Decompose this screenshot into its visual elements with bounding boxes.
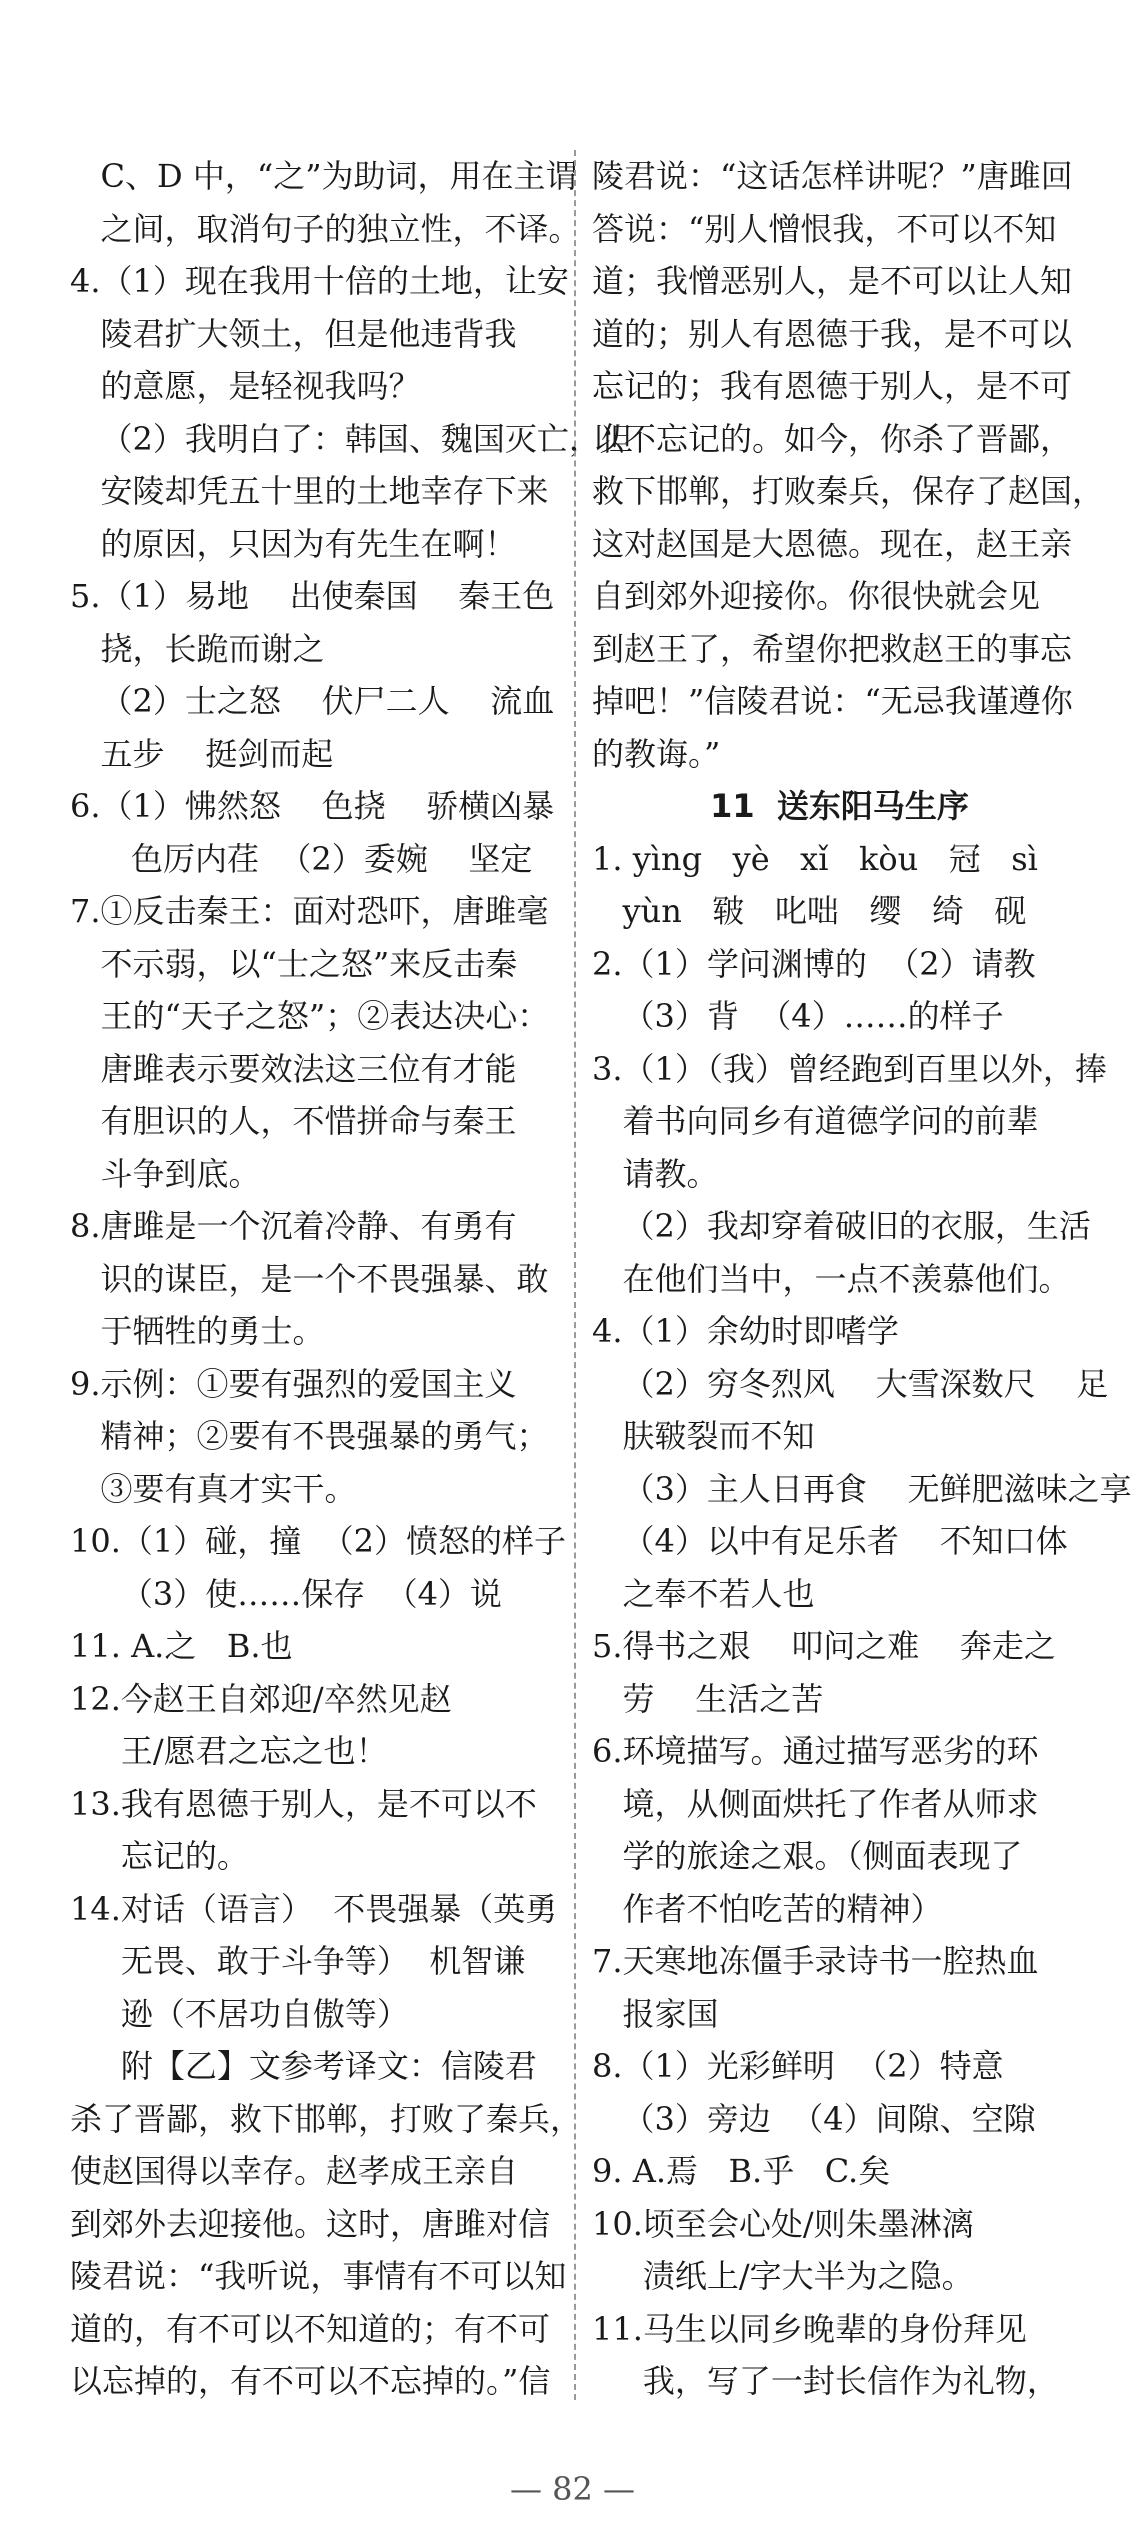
text-line: 道；我憎恶别人，是不可以让人知: [592, 262, 1073, 300]
text-line: 斗争到底。: [70, 1154, 261, 1193]
text-line: 6.（1）怫然怒 色挠 骄横凶暴: [70, 787, 555, 825]
text-line: 无畏、敢于斗争等） 机智谦: [70, 1942, 526, 1980]
text-line: 7.天寒地冻僵手录诗书一腔热血: [592, 1942, 1039, 1980]
text-line: （3）主人日再食 无鲜肥滋味之享: [592, 1469, 1132, 1508]
text-line: 到郊外去迎接他。这时，唐雎对信: [70, 2204, 551, 2243]
text-line: 4.（1）现在我用十倍的土地，让安: [70, 262, 569, 300]
text-line: 1. yìng yè xǐ kòu 冠 sì: [592, 839, 1038, 878]
text-line: 3.（1）（我）曾经跑到百里以外，捧: [592, 1049, 1107, 1088]
text-line: 掉吧！”信陵君说：“无忌我谨遵你: [592, 682, 1073, 720]
text-line: 渍纸上/字大半为之隐。: [592, 2257, 974, 2295]
text-line: 我，写了一封长信作为礼物，: [592, 2362, 1059, 2400]
text-line: 忘记的；我有恩德于别人，是不可: [592, 367, 1073, 405]
text-line: 10.（1）碰，撞 （2）愤怒的样子: [70, 1522, 566, 1560]
text-line: 9.示例：①要有强烈的爱国主义: [70, 1364, 517, 1403]
text-line: 6.环境描写。通过描写恶劣的环: [592, 1732, 1039, 1770]
text-line: 在他们当中，一点不羡慕他们。: [592, 1259, 1071, 1298]
page-number: — 82 —: [509, 2470, 636, 2508]
text-line: 色厉内荏 （2）委婉 坚定: [70, 839, 533, 878]
text-line: 唐雎表示要效法这三位有才能: [70, 1049, 517, 1088]
text-line: C、D 中，“之”为助词，用在主谓: [70, 157, 578, 195]
text-line: 到赵王了，希望你把救赵王的事忘: [592, 629, 1073, 668]
text-line: 救下邯郸，打败秦兵，保存了赵国，: [592, 472, 1105, 510]
text-line: 以忘掉的，有不可以不忘掉的。”信: [70, 2362, 551, 2400]
text-line: 自到郊外迎接你。你很快就会见: [592, 577, 1041, 615]
left-column: [70, 150, 633, 2408]
text-line: 之奉不若人也: [592, 1574, 815, 1613]
text-line: （4）以中有足乐者 不知口体: [592, 1522, 1068, 1560]
text-line: 学的旅途之艰。（侧面表现了: [592, 1837, 1023, 1875]
text-line: 挠，长跪而谢之: [70, 629, 325, 668]
column-divider: [574, 150, 576, 2400]
text-line: 答说：“别人憎恨我，不可以不知: [592, 209, 1057, 248]
text-line: 精神；②要有不畏强暴的勇气；: [70, 1417, 549, 1455]
text-line: 陵君说：“这话怎样讲呢？”唐雎回: [592, 157, 1073, 195]
text-line: 的教诲。”: [592, 734, 721, 773]
text-line: （2）士之怒 伏尸二人 流血: [70, 682, 555, 720]
text-line: 以不忘记的。如今，你杀了晋鄙，: [592, 419, 1073, 458]
text-line: 不示弱，以“士之怒”来反击秦: [70, 944, 518, 983]
text-line: 10.顷至会心处/则朱墨淋漓: [592, 2204, 974, 2243]
text-line: 7.①反击秦王：面对恐吓，唐雎毫: [70, 892, 549, 930]
text-line: 王的“天子之怒”；②表达决心：: [70, 997, 550, 1035]
section-heading: 11 送东阳马生序: [710, 787, 969, 825]
text-line: ③要有真才实干。: [70, 1469, 357, 1508]
text-line: 2.（1）学问渊博的 （2）请教: [592, 944, 1036, 983]
text-line: 杀了晋鄙，救下邯郸，打败了秦兵，: [70, 2099, 583, 2138]
text-line: 13.我有恩德于别人，是不可以不: [70, 1784, 537, 1823]
text-line: 8.唐雎是一个沉着冷静、有勇有: [70, 1207, 517, 1245]
text-line: yùn 皲 叱咄 缨 绮 砚: [592, 892, 1027, 930]
text-line: 14.对话（语言） 不畏强暴（英勇: [70, 1889, 558, 1928]
text-line: 5.（1）易地 出使秦国 秦王色: [70, 577, 555, 615]
text-line: 劳 生活之苦: [592, 1679, 824, 1718]
text-line: 之间，取消句子的独立性，不译。: [70, 209, 581, 248]
text-line: （2）我却穿着破旧的衣服，生活: [592, 1207, 1091, 1245]
text-line: 五步 挺剑而起: [70, 734, 334, 773]
text-line: 9. A.焉 B.乎 C.矣: [592, 2152, 891, 2190]
text-line: 报家国: [592, 1994, 719, 2033]
text-line: 请教。: [592, 1154, 719, 1193]
text-line: （3）背 （4）……的样子: [592, 997, 1004, 1035]
text-line: 王/愿君之忘之也！: [70, 1732, 388, 1770]
text-line: 的原因，只因为有先生在啊！: [70, 524, 517, 563]
right-column: [592, 150, 1132, 2408]
text-line: 逊（不居功自傲等）: [70, 1994, 409, 2033]
text-line: （2）我明白了：韩国、魏国灭亡，但: [70, 419, 633, 458]
text-line: 安陵却凭五十里的土地幸存下来: [70, 472, 549, 510]
text-line: 陵君说：“我听说，事情有不可以知: [70, 2257, 567, 2295]
text-line: 作者不怕吃苦的精神）: [592, 1889, 943, 1928]
text-line: 境，从侧面烘托了作者从师求: [592, 1784, 1039, 1823]
text-line: （3）使……保存 （4）说: [70, 1574, 502, 1613]
text-line: 4.（1）余幼时即嗜学: [592, 1312, 899, 1350]
text-line: 着书向同乡有道德学问的前辈: [592, 1102, 1039, 1140]
text-line: 陵君扩大领土，但是他违背我: [70, 314, 517, 353]
text-line: 使赵国得以幸存。赵孝成王亲自: [70, 2152, 519, 2190]
text-line: 道的；别人有恩德于我，是不可以: [592, 314, 1073, 353]
text-line: 附【乙】文参考译文：信陵君: [70, 2047, 537, 2085]
text-line: 忘记的。: [70, 1837, 249, 1875]
text-line: 8.（1）光彩鲜明 （2）特意: [592, 2047, 1004, 2085]
text-line: 道的，有不可以不知道的；有不可: [70, 2309, 551, 2348]
text-line: 有胆识的人，不惜拼命与秦王: [70, 1102, 517, 1140]
text-line: 识的谋臣，是一个不畏强暴、敢: [70, 1259, 549, 1298]
text-line: 12.今赵王自郊迎/卒然见赵: [70, 1679, 452, 1718]
text-line: 5.得书之艰 叩问之难 奔走之: [592, 1627, 1056, 1665]
text-line: 的意愿，是轻视我吗？: [70, 367, 421, 405]
text-line: （3）旁边 （4）间隙、空隙: [592, 2099, 1036, 2138]
text-line: 11. A.之 B.也: [70, 1627, 293, 1665]
text-line: （2）穷冬烈风 大雪深数尺 足: [592, 1364, 1109, 1403]
text-line: 这对赵国是大恩德。现在，赵王亲: [592, 524, 1073, 563]
text-line: 11.马生以同乡晚辈的身份拜见: [592, 2309, 1027, 2348]
text-line: 肤皲裂而不知: [592, 1417, 815, 1455]
text-line: 于牺牲的勇士。: [70, 1312, 325, 1350]
